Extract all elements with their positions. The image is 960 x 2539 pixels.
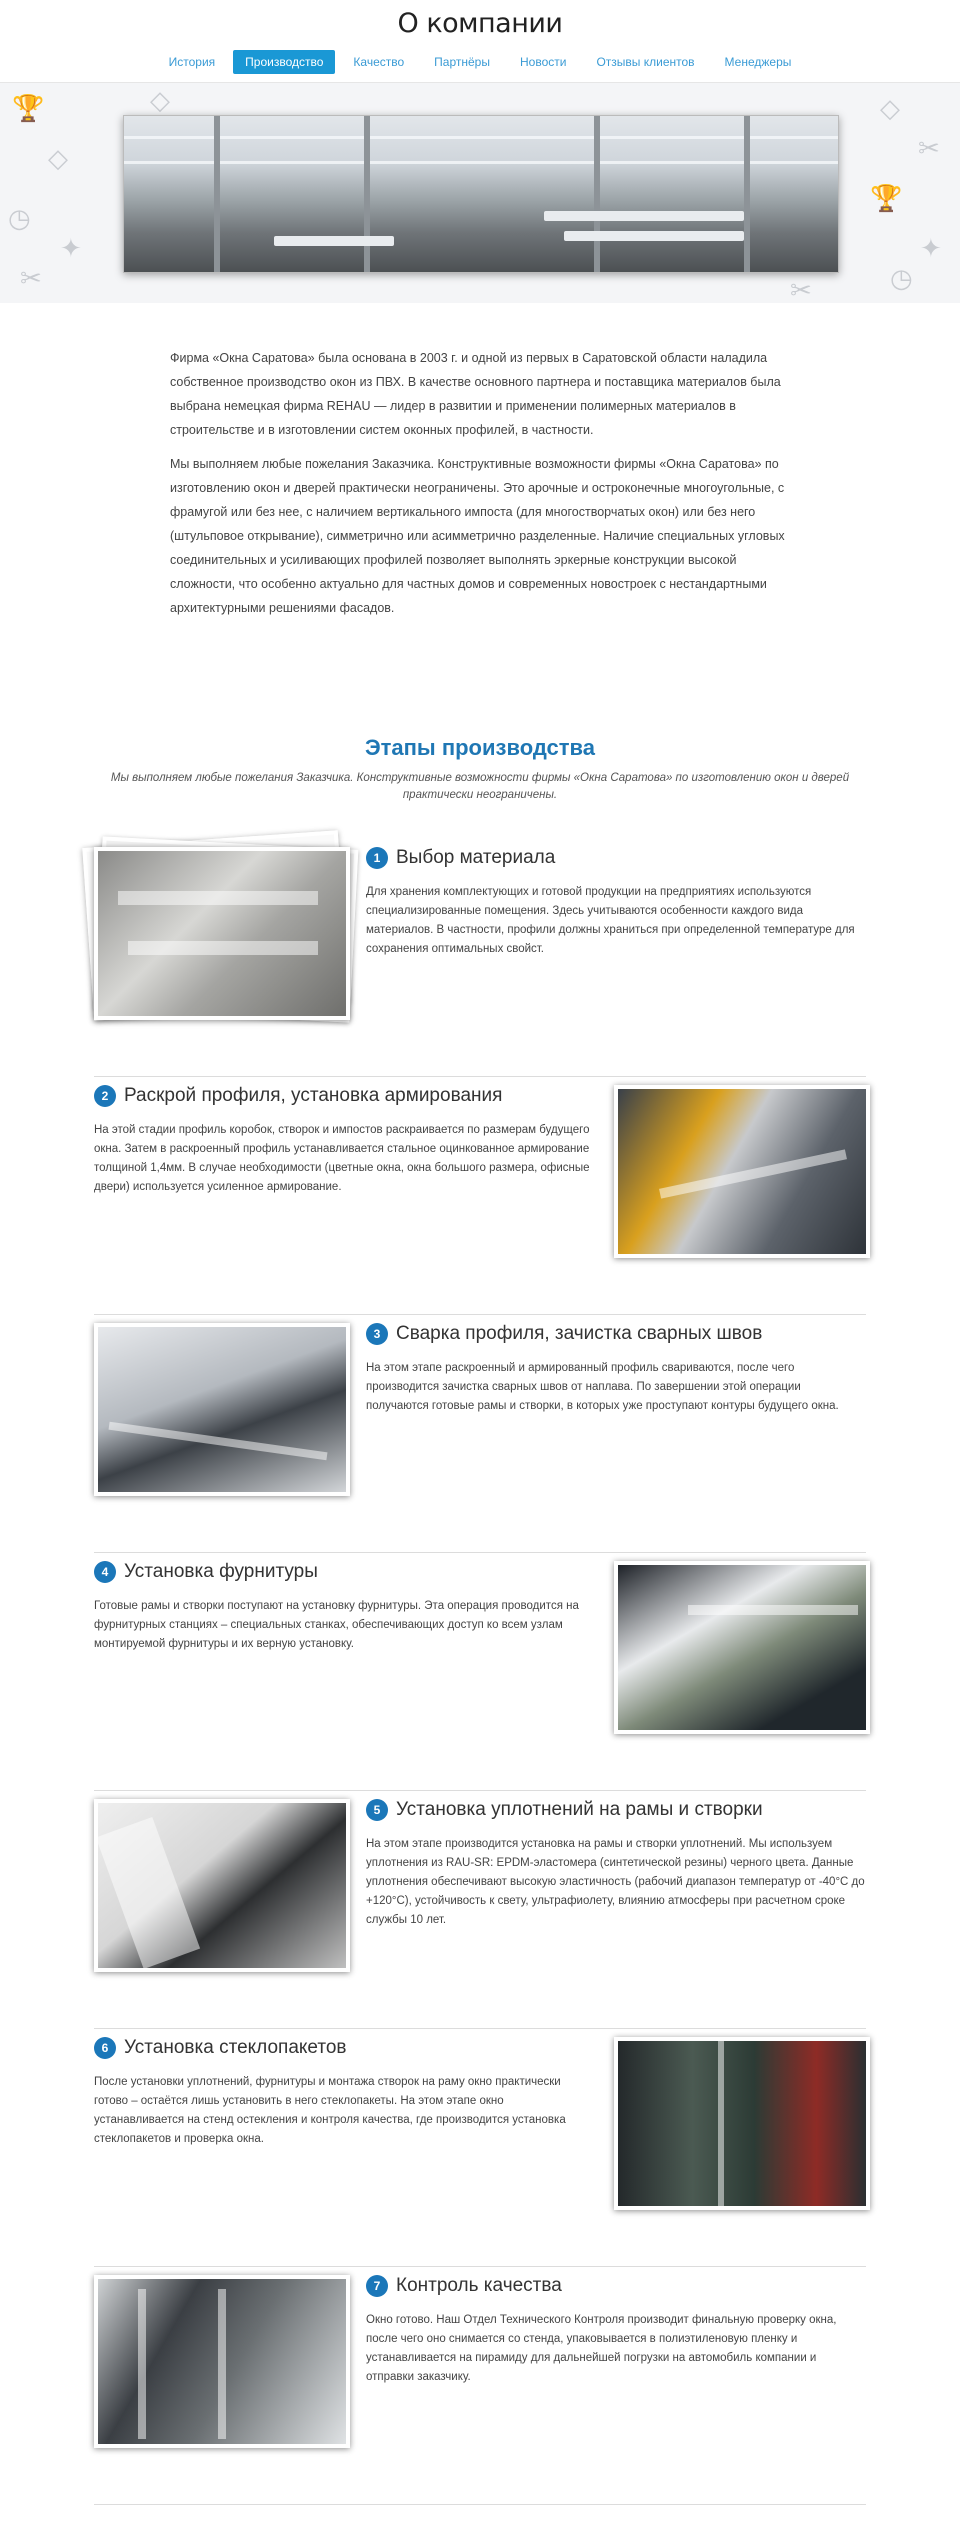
stage-heading [94,1561,318,1583]
stage-description: На этом этапе раскроенный и армированный профиль свариваются, после чего производится зачистка сварных швов от наплава. По завершении этой операции получаются готовые рамы и створки, в которых уже проступают контуры будущего окна. [366,1362,839,1412]
stage-item [94,1561,866,1791]
divider [94,2266,866,2267]
stage-heading [366,2275,562,2297]
stage-photo [94,1323,350,1496]
stage-title: Установка уплотнений на рамы и створки [396,1799,763,1820]
stage-heading [94,2037,347,2059]
trophy-icon: 🏆 [12,93,45,123]
intro-paragraph: Мы выполняем любые пожелания Заказчика. Конструктивные возможности фирмы «Окна Саратова» по изготовлению окон и дверей практически неограничены. Это арочные и остроконечные многоугольные, с фрамугой или без нее, с наличием вертикального импоста (для многостворчатых окон) или без него (штульповое открывание), симметрично или асимметрично разделенные. Наличие специальных угловых соединительных и усиливающих профилей позволяет выполнять эркерные конструкции высокой сложности, что особенно актуально для частных домов и современных новостроек с нестандартными архитектурными решениями фасадов. [170,457,785,615]
stages-title: Этапы производства [364,735,595,760]
trophy-icon: 🏆 [870,183,903,213]
page-title: О компании [397,8,563,39]
lightbulb-icon: ✦ [920,233,942,263]
lightbulb-icon: ✦ [60,233,82,263]
stage-item [94,2037,866,2267]
nav-item-production[interactable]: Производство [233,50,335,74]
stage-item [94,2275,866,2505]
nav-item-partners[interactable]: Партнёры [434,55,490,69]
stage-title: Контроль качества [396,2275,562,2296]
hero-banner [0,83,960,303]
divider [94,1076,866,1077]
stage-number-badge: 3 [366,1323,388,1345]
divider [94,2504,866,2505]
nav-item-history[interactable]: История [168,55,216,69]
tools-icon: ✂ [20,263,42,293]
stage-number-badge: 7 [366,2275,388,2297]
stage-title: Установка стеклопакетов [124,2037,347,2058]
stage-title: Выбор материала [396,847,556,868]
stage-number-badge: 6 [94,2037,116,2059]
stage-description: Для хранения комплектующих и готовой продукции на предприятиях используются специализированные помещения. Здесь учитываются особенности каждого вида материалов. В частности, профили должны храниться при определенной температуре для сохранения оптимальных свойст. [366,886,855,955]
nav-item-quality[interactable]: Качество [353,55,405,69]
stage-number-badge: 5 [366,1799,388,1821]
site-header [0,0,960,83]
stage-item [94,847,866,1077]
diamond-icon: ◇ [880,93,900,123]
stage-photo [94,1799,350,1972]
stage-description: Готовые рамы и створки поступают на установку фурнитуры. Эта операция проводится на фурнитурных станциях – специальных станках, обеспечивающих доступ ко всем узлам монтируемой фурнитуры и их верную установку. [94,1600,579,1650]
stage-title: Раскрой профиля, установка армирования [124,1085,503,1106]
stage-number-badge: 2 [94,1085,116,1107]
intro-paragraph: Фирма «Окна Саратова» была основана в 2003 г. и одной из первых в Саратовской области наладила собственное производство окон из ПВХ. В качестве основного партнера и поставщика материалов была выбрана немецкая фирма REHAU — лидер в развитии и применении полимерных материалов в строительстве и в изготовлении систем оконных профилей, в частности. [170,351,781,437]
stage-item [94,1085,866,1315]
stage-description: После установки уплотнений, фурнитуры и монтажа створок на раму окно практически готово – остаётся лишь установить в него стеклопакеты. На этом этапе окно устанавливается на стенд остекления и контроля качества, где производится установка стеклопакетов и проверка окна. [94,2076,566,2145]
divider [94,1552,866,1553]
clock-icon: ◷ [8,203,31,233]
company-intro [170,346,790,630]
stage-number-badge: 4 [94,1561,116,1583]
stage-heading [366,847,555,869]
stage-description: На этой стадии профиль коробок, створок и импостов раскраивается по размерам будущего окна. Затем в раскроенный профиль устанавливается стальное оцинкованное армирование толщиной 1,4мм. В случае необходимости (цветные окна, окна большого размера, офисные двери) используется усиленное армирование. [94,1124,590,1193]
stage-heading [366,1323,762,1345]
divider [94,1314,866,1315]
stage-heading [366,1799,763,1821]
stage-photo [614,1561,870,1734]
stage-photo [94,847,350,1020]
diamond-icon: ◇ [48,143,68,173]
stage-description: На этом этапе производится установка на рамы и створки уплотнений. Мы используем уплотнения из RAU-SR: EPDM-эластомера (синтетической резины) черного цвета. Данные уплотнения обеспечивают высокую эластичность (рабочий диапазон температур от -40°С до +120°С), устойчивость к свету, ультрафиолету, влиянию атмосферы при расчетном сроке службы 10 лет. [366,1838,865,1926]
divider [94,1790,866,1791]
tools-icon: ✂ [790,275,812,303]
stage-item [94,1323,866,1553]
stage-item [94,1799,866,2029]
stage-photo [94,2275,350,2448]
diamond-icon: ◇ [150,85,170,115]
stage-number-badge: 1 [366,847,388,869]
stage-title: Сварка профиля, зачистка сварных швов [396,1323,763,1344]
stages-subtitle: Мы выполняем любые пожелания Заказчика. Конструктивные возможности фирмы «Окна Саратова» по изготовлению окон и дверей практически неограничены. [110,772,850,801]
section-nav [0,50,960,74]
nav-item-reviews[interactable]: Отзывы клиентов [596,55,695,69]
stage-photo [614,2037,870,2210]
nav-item-news[interactable]: Новости [519,55,567,69]
stage-description: Окно готово. Наш Отдел Технического Контроля производит финальную проверку окна, после чего оно снимается со стенда, упаковывается в полиэтиленовую пленку и устанавливается на пирамиду для дальнейшей погрузки на автомобиль компании и отправки заказчику. [366,2314,837,2383]
stage-title: Установка фурнитуры [124,1561,318,1582]
factory-panorama-photo [123,115,839,273]
clock-icon: ◷ [890,263,913,293]
nav-item-managers[interactable]: Менеджеры [724,55,792,69]
stage-heading [94,1085,502,1107]
stage-photo [614,1085,870,1258]
divider [94,2028,866,2029]
tools-icon: ✂ [918,133,940,163]
